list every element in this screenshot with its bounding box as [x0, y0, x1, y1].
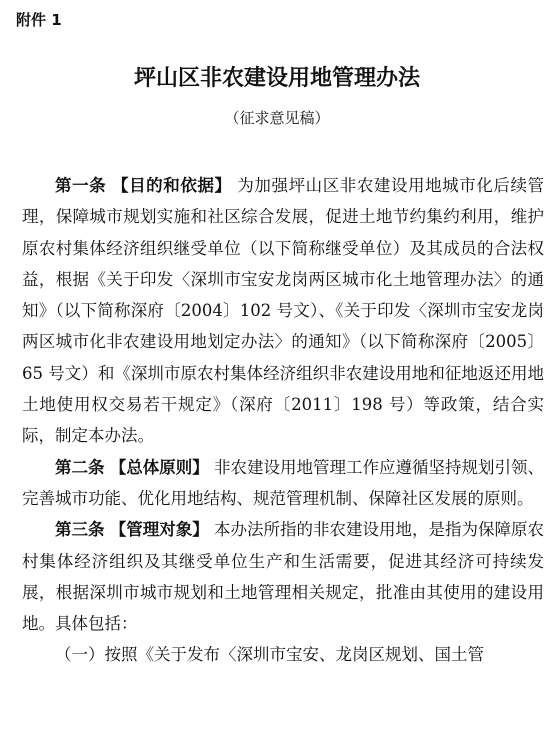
- article-1-number: 第一条: [55, 176, 107, 195]
- article-3-topic: 【管理对象】: [109, 520, 209, 540]
- document-body: [22, 170, 544, 671]
- article-3-number: 第三条: [55, 520, 105, 540]
- article-2-topic: 【总体原则】: [109, 457, 209, 477]
- article-1-topic: 【目的和依据】: [112, 176, 232, 195]
- attachment-label: 附件 1: [16, 11, 62, 29]
- article-1: [22, 170, 544, 452]
- document-subtitle: （征求意见稿）: [224, 109, 330, 127]
- article-2: [22, 452, 544, 515]
- article-1-text: 为加强坪山区非农建设用地城市化后续管理，保障城市规划实施和社区综合发展，促进土地节约集约利用，维护原农村集体经济组织继受单位（以下简称继受单位）及其成员的合法权益，根据《关于印发〈深圳市宝安龙岗两区城市化土地管理办法〉的通知》（以下简称深府〔2004〕102 号文）、《关于印发〈深圳市宝安龙岗两区城市化非农建设用地划定办法〉的通知》（以下简称深府〔2005〕65 号文）和《深圳市原农村集体经济组织非农建设用地和征地返还用地土地使用权交易若干规定》（深府〔2011〕198 号）等政策，结合实际，制定本办法。: [22, 176, 545, 446]
- article-3-text: 本办法所指的非农建设用地，是指为保障原农村集体经济组织及其继受单位生产和生活需要，促进其经济可持续发展，根据深圳市城市规划和土地管理相关规定，批准由其使用的建设用地。具体包括：: [22, 520, 544, 634]
- article-2-number: 第二条: [55, 457, 105, 477]
- document-title: 坪山区非农建设用地管理办法: [133, 66, 420, 91]
- article-2-text: 非农建设用地管理工作应遵循坚持规划引领、完善城市功能、优化用地结构、规范管理机制、保障社区发展的原则。: [22, 457, 544, 508]
- article-3-item-1: （一）按照《关于发布〈深圳市宝安、龙岗区规划、国土管: [55, 645, 484, 665]
- article-3: [22, 514, 544, 639]
